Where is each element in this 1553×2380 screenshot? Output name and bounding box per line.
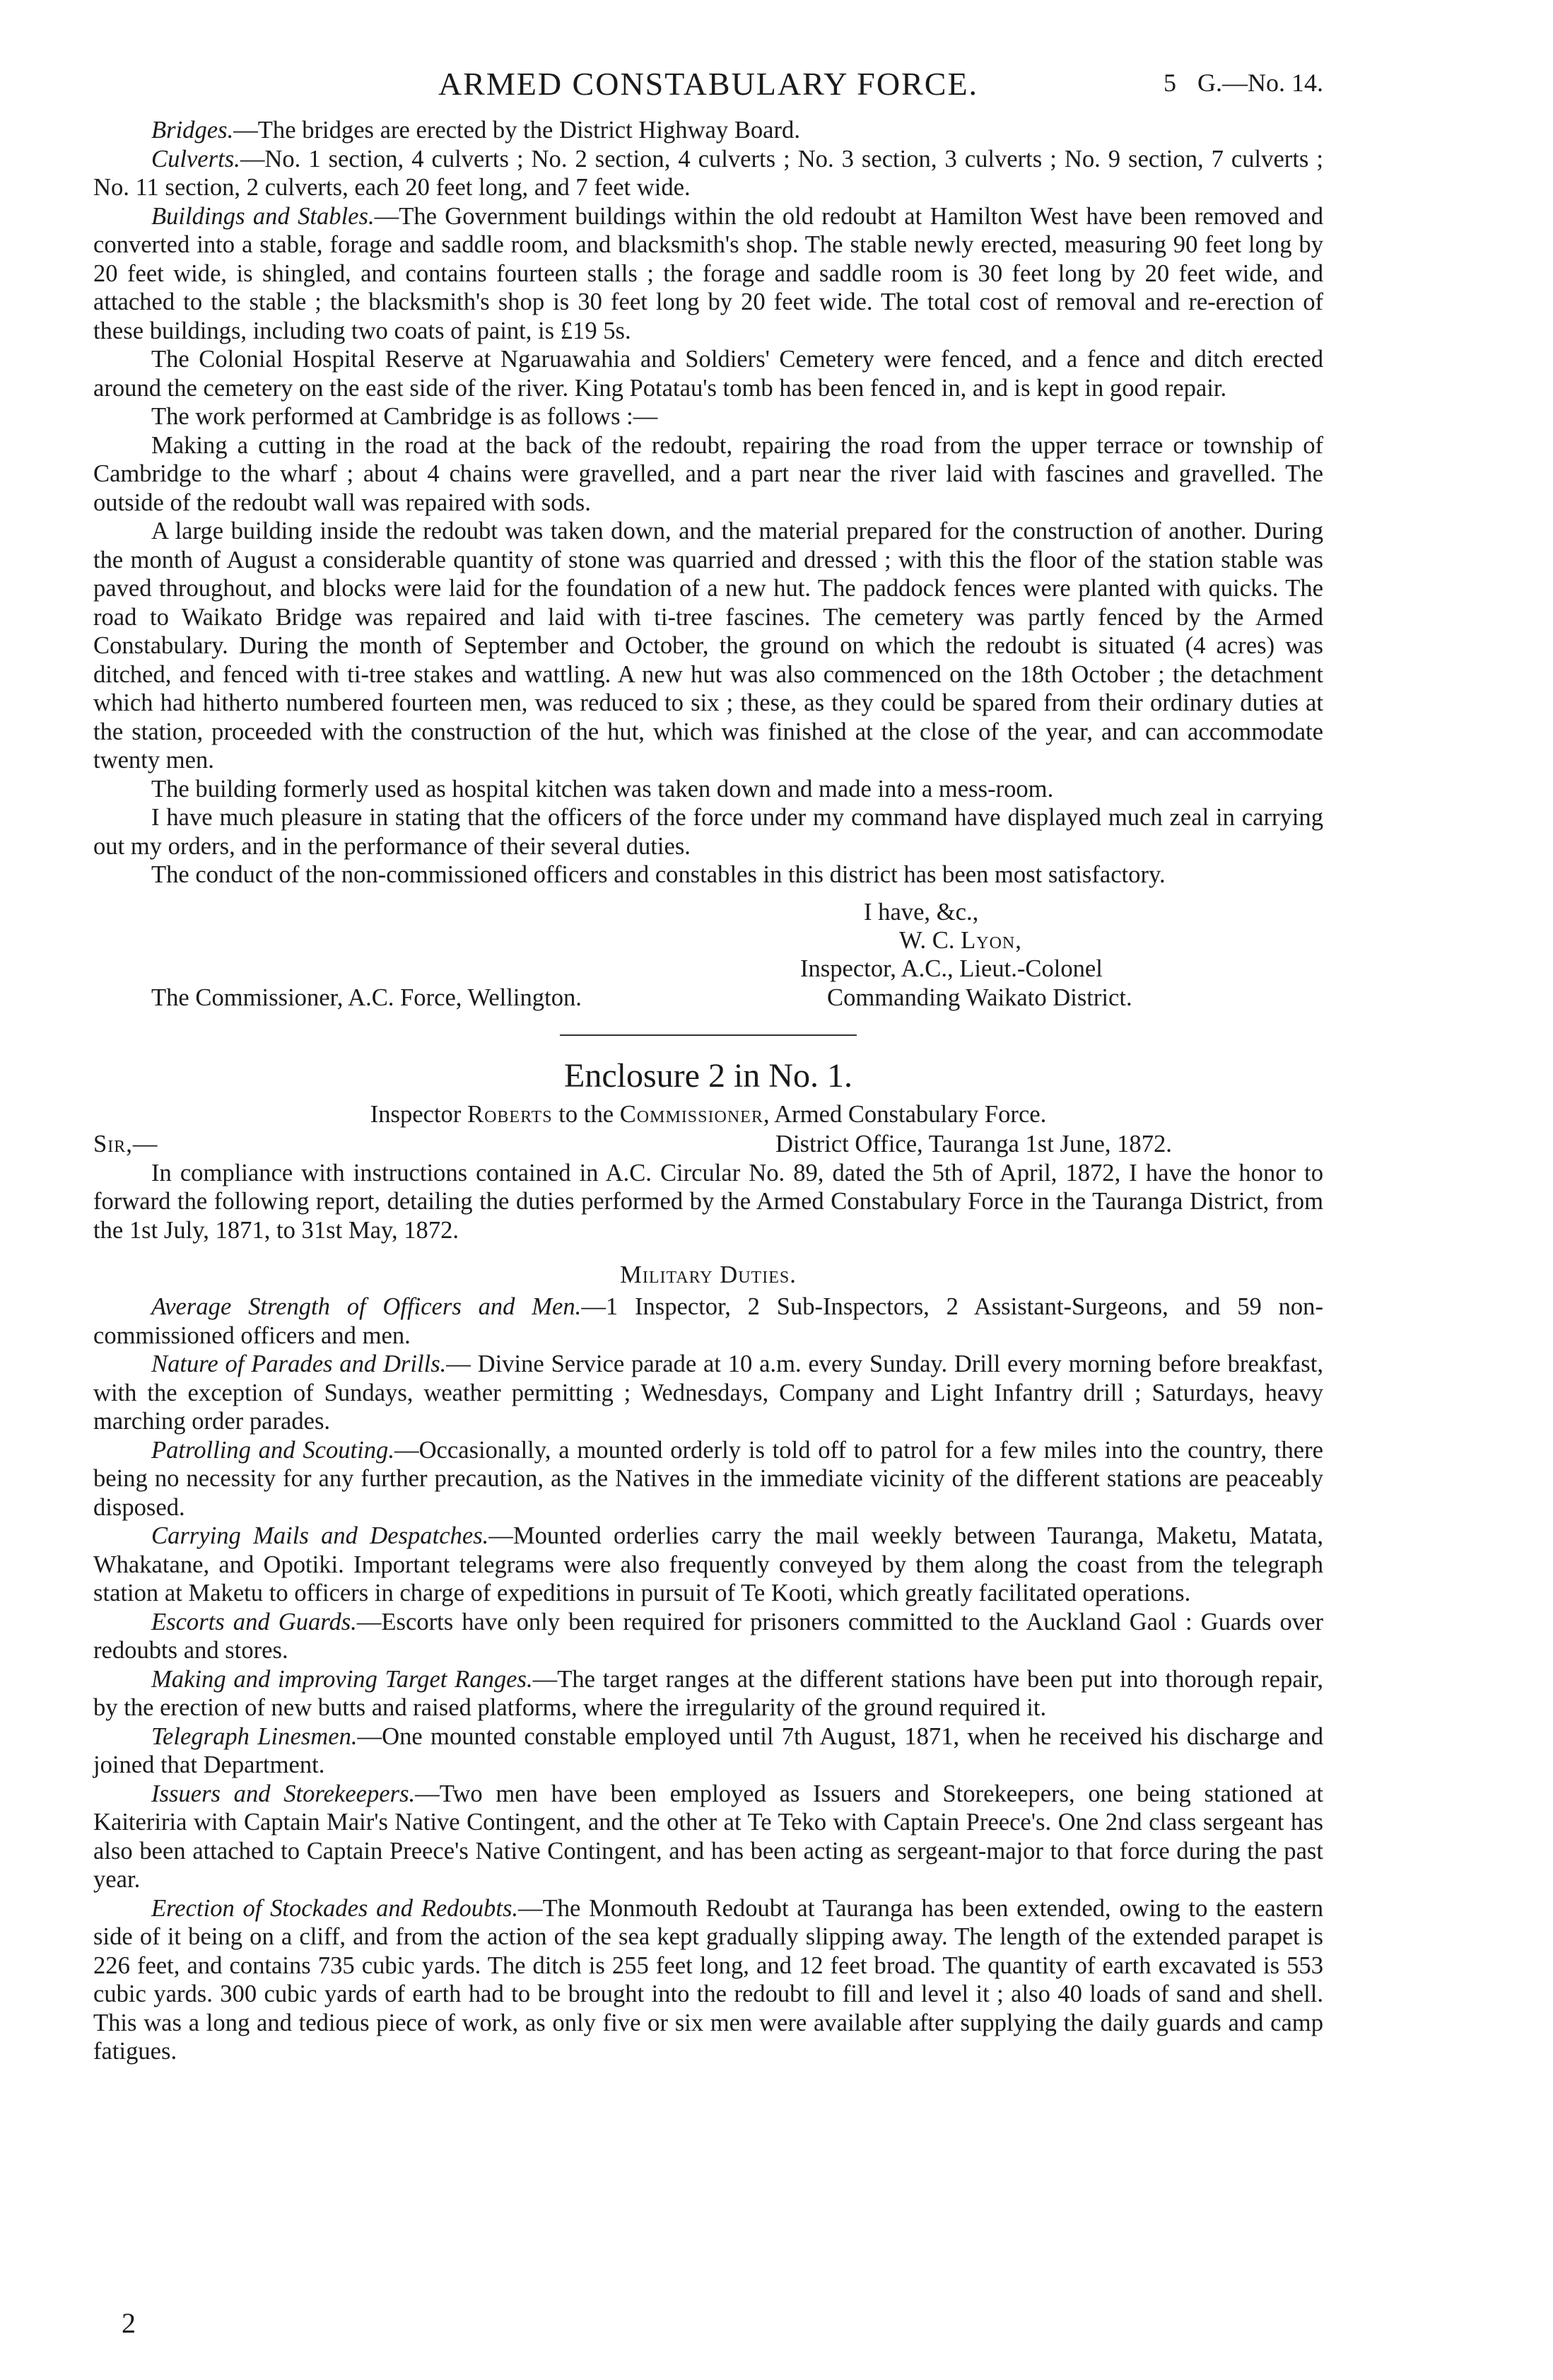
buildings-heading: Buildings and Stables.	[151, 202, 375, 230]
document-page	[93, 65, 1323, 2066]
signoff-block	[93, 889, 1323, 1102]
sender-name: Roberts	[467, 1100, 553, 1128]
page-number: 5	[1164, 69, 1176, 97]
cambridge-cutting-paragraph: Making a cutting in the road at the back of the redoubt, repairing the road from the upper terrace or township of Cambridge to the wharf ; about 4 chains were gravelled, and a part near the river laid with fascines and gravelled. The outside of the redoubt wall was repaired with sods.	[93, 431, 1323, 516]
signature-mark: 2	[122, 2307, 136, 2339]
stockades-paragraph: Erection of Stockades and Redoubts.—The Monmouth Redoubt at Tauranga has been extended, owing to the eastern side of it being on a cliff, and from the action of the sea kept gradually slipping away. The length of the extended parapet is 226 feet, and contains 735 cubic yards. The ditch is 255 feet long, and 12 feet broad. The quantity of earth excavated is 553 cubic yards. 300 cubic yards of earth had to be brought into the redoubt to fill and level it ; also 40 loads of sand and shell. This was a long and tedious piece of work, as only five or six men were available after supplying the daily guards and camp fatigues.	[93, 1894, 1323, 2065]
linesmen-paragraph: Telegraph Linesmen.—One mounted constable employed until 7th August, 1871, when he received his discharge and joined that Department.	[93, 1722, 1323, 1778]
page-reference	[1164, 68, 1323, 98]
mails-paragraph: Carrying Mails and Despatches.—Mounted orderlies carry the mail weekly between Tauranga, Maketu, Matata, Whakatane, and Opotiki. Important telegrams were also frequently conveyed by them along the coast from the telegraph station at Maketu to officers in charge of expeditions in pursuit of Te Kooti, which greatly facilitated operations.	[93, 1522, 1323, 1606]
enclosure-title: Enclosure 2 in No. 1.	[564, 1056, 852, 1095]
mess-room-paragraph: The building formerly used as hospital kitchen was taken down and made into a mess-room.	[151, 775, 1054, 803]
military-duties-heading: Military Duties.	[620, 1261, 797, 1288]
enclosure-subtitle: Inspector Roberts to the Commissioner, Armed Constabulary Force.	[370, 1100, 1047, 1128]
strength-paragraph: Average Strength of Officers and Men.—1 Inspector, 2 Sub-Inspectors, 2 Assistant-Surgeons, and 59 non-commissioned officers and men.	[93, 1293, 1323, 1349]
page-header	[93, 65, 1323, 116]
pleasure-paragraph: I have much pleasure in stating that the officers of the force under my command have displayed much zeal in carrying out my orders, and in the performance of their several duties.	[93, 804, 1323, 860]
parades-paragraph: Nature of Parades and Drills.— Divine Service parade at 10 a.m. every Sunday. Drill every morning before breakfast, with the exception of Sundays, weather permitting ; Wednesdays, Company and Light Infantry drill ; Saturdays, heavy marching order parades.	[93, 1351, 1323, 1435]
patrolling-paragraph: Patrolling and Scouting.—Occasionally, a mounted orderly is told off to patrol for a few miles into the country, there being no necessity for any further precaution, as the Natives in the immediate vicinity of the different stations are peaceably disposed.	[93, 1436, 1323, 1521]
conduct-paragraph: The conduct of the non-commissioned officers and constables in this district has been most satisfactory.	[151, 861, 1166, 888]
addressee-line: The Commissioner, A.C. Force, Wellington.	[151, 984, 582, 1011]
hospital-paragraph: The Colonial Hospital Reserve at Ngaruawahia and Soldiers' Cemetery were fenced, and a fence and ditch erected around the cemetery on the east side of the river. King Potatau's tomb has been fenced in, and is kept in good repair.	[93, 346, 1323, 402]
large-building-paragraph: A large building inside the redoubt was taken down, and the material prepared for the construction of another. During the month of August a considerable quantity of stone was quarried and dressed ; with this the floor of the station stable was paved throughout, and blocks were laid for the foundation of a new hut. The paddock fences were planted with quicks. The road to Waikato Bridge was repaired and laid with ti-tree fascines. The cemetery was partly fenced by the Armed Constabulary. During the month of September and October, the ground on which the redoubt is situated (4 acres) was ditched, and fenced with ti-tree stakes and wattling. A new hut was also commenced on the 18th October ; the detachment which had hitherto numbered fourteen men, was reduced to six ; these, as they could be spared from their ordinary duties at the station, proceeded with the construction of the hut, which was finished at the close of the year, and can accommodate twenty men.	[93, 518, 1323, 774]
signatory-rank: Inspector, A.C., Lieut.-Colonel	[800, 955, 1103, 982]
letter-date: District Office, Tauranga 1st June, 1872.	[775, 1130, 1172, 1157]
culverts-text: —No. 1 section, 4 culverts ; No. 2 section, 4 culverts ; No. 3 section, 3 culverts ; No. 9 section, 7 culverts ; No. 11 section, 2 culverts, each 20 feet long, and 7 feet wide.	[93, 145, 1323, 201]
closing-line: I have, &c.,	[864, 898, 979, 926]
ranges-paragraph: Making and improving Target Ranges.—The target ranges at the different stations have been put into thorough repair, by the erection of new butts and raised platforms, where the irregularity of the ground required it.	[93, 1665, 1323, 1721]
buildings-paragraph	[93, 202, 1323, 346]
issuers-paragraph: Issuers and Storekeepers.—Two men have been employed as Issuers and Storekeepers, one being stationed at Kaiteriria with Captain Mair's Native Contingent, and the other at Te Teko with Captain Preece's. One 2nd class sergeant has also been attached to Captain Preece's Native Contingent, and has been acting as sergeant-major to that force during the past year.	[93, 1780, 1323, 1893]
enclosure-intro-paragraph: In compliance with instructions contained in A.C. Circular No. 89, dated the 5th of April, 1872, I have the honor to forward the following report, detailing the duties performed by the Armed Constabulary Force in the Tauranga District, from the 1st July, 1871, to 31st May, 1872.	[93, 1159, 1323, 1244]
escorts-paragraph: Escorts and Guards.—Escorts have only been required for prisoners committed to the Auckland Gaol : Guards over redoubts and stores.	[93, 1608, 1323, 1664]
culverts-paragraph	[93, 145, 1323, 202]
running-title: ARMED CONSTABULARY FORCE.	[438, 66, 979, 102]
culverts-heading: Culverts.	[151, 145, 240, 173]
signatory-command: Commanding Waikato District.	[827, 984, 1132, 1011]
buildings-text: —The Government buildings within the old redoubt at Hamilton West have been removed and converted into a stable, forage and saddle room, and blacksmith's shop. The stable newly erected, measuring 90 feet long by 20 feet wide, is shingled, and contains fourteen stalls ; the forage and saddle room is 30 feet long by 20 feet wide, and attached to the stable ; the blacksmith's shop is 30 feet long by 20 feet wide. The total cost of removal and re-erection of these buildings, including two coats of paint, is £19 5s.	[93, 202, 1323, 344]
salutation: Sir,—	[93, 1130, 158, 1157]
bridges-heading: Bridges.	[151, 117, 234, 144]
bridges-paragraph	[93, 116, 1323, 145]
document-ref: G.—No. 14.	[1197, 69, 1323, 97]
cambridge-intro: The work performed at Cambridge is as follows :—	[151, 403, 658, 430]
bridges-text: —The bridges are erected by the District Highway Board.	[233, 117, 800, 144]
salutation-line	[93, 1129, 1323, 1159]
signatory-name: W. C. Lyon,	[899, 926, 1022, 954]
recipient-name: Commissioner	[619, 1100, 763, 1128]
